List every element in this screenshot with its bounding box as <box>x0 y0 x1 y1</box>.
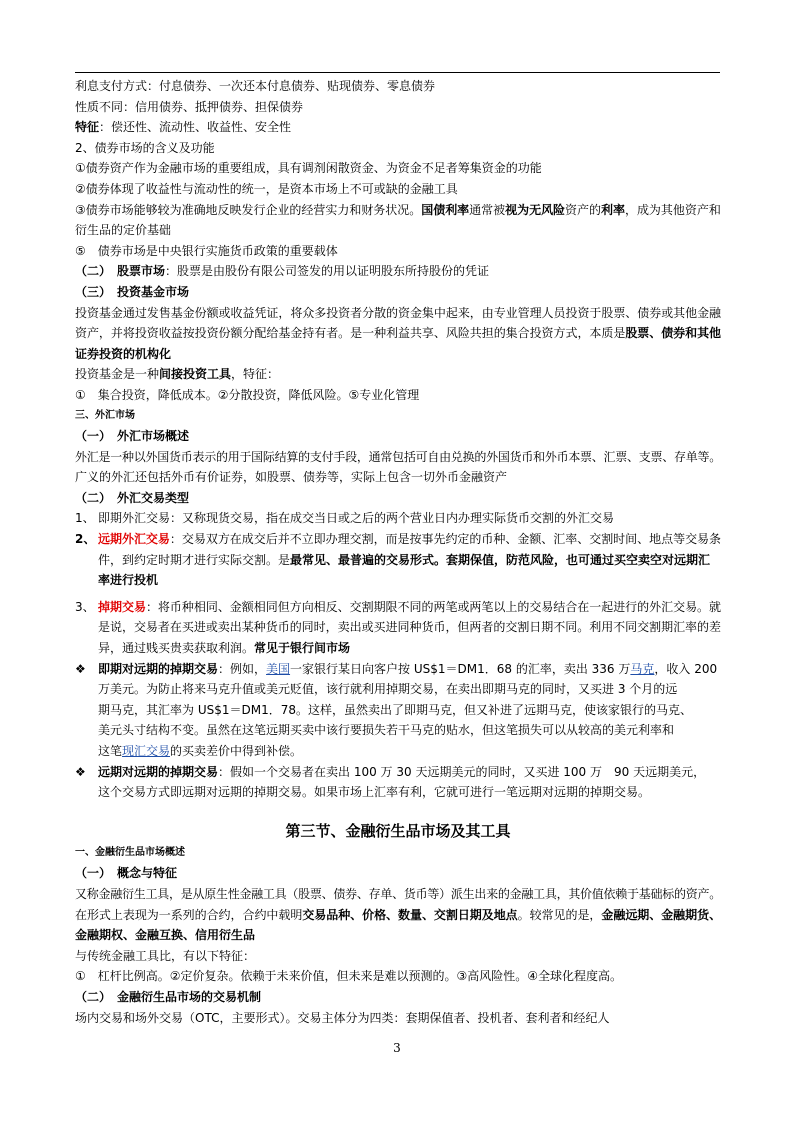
text-span: 这笔 <box>98 744 123 758</box>
section-heading: 一、金融衍生品市场概述 <box>75 846 185 858</box>
text-line: 与传统金融工具比，有以下特征： <box>75 948 256 963</box>
text-line <box>75 117 721 138</box>
bold-term: 视为无风险 <box>505 202 566 217</box>
bold-term: 股票、债券和其他 <box>625 326 722 341</box>
text-line: 场内交易和场外交易（OTC，主要形式）。交易主体分为四类：套期保值者、投机者、套利者和经纪人 <box>75 1010 610 1025</box>
text-line: 性质不同：信用债券、抵押债券、担保债券 <box>75 99 304 114</box>
list-item <box>75 659 721 762</box>
heading-text: 外汇交易类型 <box>117 490 190 505</box>
bold-term: 国债利率 <box>421 202 470 217</box>
text-line <box>98 659 721 680</box>
link-mark[interactable]: 马克 <box>630 661 655 676</box>
text-line: 是说，交易者在买进或卖出某种货币的同时，卖出或买进同种货币，但两者的交割日期不同。利用不同交割期汇率的差 <box>98 620 722 635</box>
highlight-term: 远期外汇交易 <box>98 532 170 547</box>
bold-term: 远期对远期的掉期交易 <box>98 764 219 779</box>
text-line: ②债券体现了收益性与流动性的统一，是资本市场上不可或缺的金融工具 <box>75 181 458 196</box>
highlight-term: 掉期交易 <box>98 599 146 614</box>
heading-text: 投资基金市场 <box>117 284 190 299</box>
list-number: 3、 <box>75 599 95 614</box>
text-line: ①债券资产作为金融市场的重要组成，具有调剂闲散资金、为资金不足者筹集资金的功能 <box>75 161 542 176</box>
link-usa[interactable]: 美国 <box>266 661 291 676</box>
text-span: ，收入 200 <box>654 661 718 676</box>
text-line: 利息支付方式：付息债券、一次还本付息债券、贴现债券、零息债券 <box>75 79 436 93</box>
section-heading <box>75 426 721 447</box>
text-line: 美元头寸结构不变。虽然在这笔远期买卖中该行要损失若干马克的贴水，但这笔损失可以从较高的美元利率和 <box>98 723 675 738</box>
section-heading: 三、外汇市场 <box>75 409 135 421</box>
text-line: ① 集合投资，降低成本。②分散投资，降低风险。⑤专业化管理 <box>75 387 420 402</box>
text-line: 金融期权、金融互换、信用衍生品 <box>75 928 256 943</box>
section-heading <box>75 863 721 884</box>
diamond-bullet-icon: ❖ <box>75 661 86 676</box>
heading-text: 金融衍生品市场的交易机制 <box>117 989 262 1004</box>
text-span: ：假如一个交易者在卖出 100 万 30 天远期美元的同时，又买进 100 万 90 天远期美元， <box>218 764 706 779</box>
bold-term: 股票市场 <box>117 264 166 279</box>
list-item <box>75 597 721 659</box>
text-line <box>98 638 721 659</box>
text-line: 广义的外汇还包括外币有价证券，如股票、债券等，实际上包含一切外币金融资产 <box>75 470 508 485</box>
heading-number: （二） <box>75 264 118 279</box>
list-number: 2、 <box>75 532 96 547</box>
text-span: 资产，并将投资收益按投资份额分配给基金持有者。是一种利益共享、风险共担的集合投资方式，本质是 <box>75 326 626 341</box>
text-span: 一家银行某日向客户按 US$1＝DM1．68 的汇率，卖出 336 万 <box>290 661 631 676</box>
text-span: 件，到约定时期才进行实际交割。是 <box>98 552 291 567</box>
text-line: 率进行投机 <box>98 573 159 588</box>
text-line <box>98 550 721 571</box>
list-number: 1、 <box>75 511 95 526</box>
bold-term: 交易品种、价格、数量、交割日期及地点 <box>302 907 518 922</box>
text-span: ③债券市场能够较为准确地反映发行企业的经营实力和财务状况。 <box>75 202 422 217</box>
text-line <box>75 261 721 282</box>
text-span: ，特征： <box>231 367 280 382</box>
text-span: 投资基金是一种 <box>75 367 160 382</box>
page-number: 3 <box>393 1041 401 1055</box>
list-item <box>75 508 721 529</box>
heading-number: （一） <box>75 866 118 881</box>
text-line: ① 杠杆比例高。②定价复杂。依赖于未来价值，但未来是难以预测的。③高风险性。④全球化程度高。 <box>75 969 623 984</box>
text-line: 万美元。为防止将来马克升值或美元贬值，该行就利用掉期交易，在卖出即期马克的同时，又买进 3 个月的远 <box>98 682 678 697</box>
section-heading <box>75 488 721 509</box>
text-line <box>98 741 721 762</box>
heading-text: 概念与特征 <box>117 866 178 881</box>
text-line <box>75 323 721 344</box>
text-span: ：将币种相同、金额相同但方向相反、交割期限不同的两笔或两笔以上的交易结合在一起进行的外汇交易。就 <box>145 599 722 614</box>
text-line: 这个交易方式即远期对远期的掉期交易。如果市场上汇率有利，它就可进行一笔远期对远期的掉期交易。 <box>98 785 651 800</box>
chapter-title: 第三节、金融衍生品市场及其工具 <box>285 821 511 840</box>
text-line: 即期外汇交易：又称现货交易，指在成交当日或之后的两个营业日内办理实际货币交割的外汇交易 <box>98 511 615 526</box>
text-line <box>98 762 721 783</box>
text-line <box>75 364 721 385</box>
text-line <box>75 905 721 926</box>
heading-number: （二） <box>75 989 118 1004</box>
bold-term: 最常见、最普遍的交易形式。套期保值，防范风险，也可通过买空卖空对远期汇 <box>290 552 711 567</box>
bold-term: 常见于银行间市场 <box>254 641 351 656</box>
text-span: 。较常见的是， <box>517 907 602 922</box>
diamond-bullet-icon: ❖ <box>75 764 86 779</box>
text-line: 证券投资的机构化 <box>75 346 172 361</box>
text-line <box>98 597 721 618</box>
link-spot-trade[interactable]: 现汇交易 <box>122 744 171 758</box>
bold-term: 间接投资工具 <box>159 367 232 382</box>
bold-term: 金融远期、金融期货、 <box>601 907 722 922</box>
text-span: 在形式上表现为一系列的合约，合约中载明 <box>75 907 303 922</box>
section-heading <box>75 987 721 1008</box>
text-span: ，成为其他资产和 <box>624 202 721 217</box>
bold-term: 特征 <box>75 120 100 135</box>
heading-number: （三） <box>75 284 118 299</box>
document-body <box>75 76 721 1028</box>
text-line: 2、债券市场的含义及功能 <box>75 140 215 155</box>
text-line: 外汇是一种以外国货币表示的用于国际结算的支付手段，通常包括可自由兑换的外国货币和外币本票、汇票、支票、存单等。 <box>75 449 722 464</box>
heading-number: （二） <box>75 490 118 505</box>
heading-number: （一） <box>75 429 118 444</box>
text-line: 衍生品的定价基础 <box>75 223 172 238</box>
text-span: ：交易双方在成交后并不立即办理交割，而是按事先约定的币种、金额、汇率、交割时间、地点等交易条 <box>169 532 722 547</box>
text-line: ⑤ 债券市场是中央银行实施货币政策的重要载体 <box>75 243 338 258</box>
text-line: 期马克，其汇率为 US$1＝DM1．78。这样，虽然卖出了即期马克，但又补进了远期马克，使该家银行的马克、 <box>98 702 692 717</box>
text-span: ：偿还性、流动性、收益性、安全性 <box>99 120 292 135</box>
bold-term: 即期对远期的掉期交易 <box>98 661 219 676</box>
text-line <box>98 529 721 550</box>
heading-text: 外汇市场概述 <box>117 429 190 444</box>
text-line <box>75 200 721 221</box>
text-span: 的买卖差价中得到补偿。 <box>170 744 303 758</box>
text-span: ：例如， <box>218 661 267 676</box>
text-line: 又称金融衍生工具，是从原生性金融工具（股票、债券、存单、货币等）派生出来的金融工具，其价值依赖于基础标的资产。 <box>75 886 722 901</box>
text-line: 投资基金通过发售基金份额或收益凭证，将众多投资者分散的资金集中起来，由专业管理人员投资于股票、债券或其他金融 <box>75 305 722 320</box>
text-span: 通常被 <box>469 202 506 217</box>
list-item <box>75 762 721 803</box>
section-heading <box>75 282 721 303</box>
text-span: ：股票是由股份有限公司签发的用以证明股东所持股份的凭证 <box>165 264 490 279</box>
bold-term: 利率 <box>601 202 625 217</box>
text-span: 资产的 <box>565 202 601 217</box>
text-span: 异，通过贱买贵卖获取利润。 <box>98 641 255 656</box>
list-item <box>75 529 721 591</box>
header-rule <box>75 72 720 73</box>
